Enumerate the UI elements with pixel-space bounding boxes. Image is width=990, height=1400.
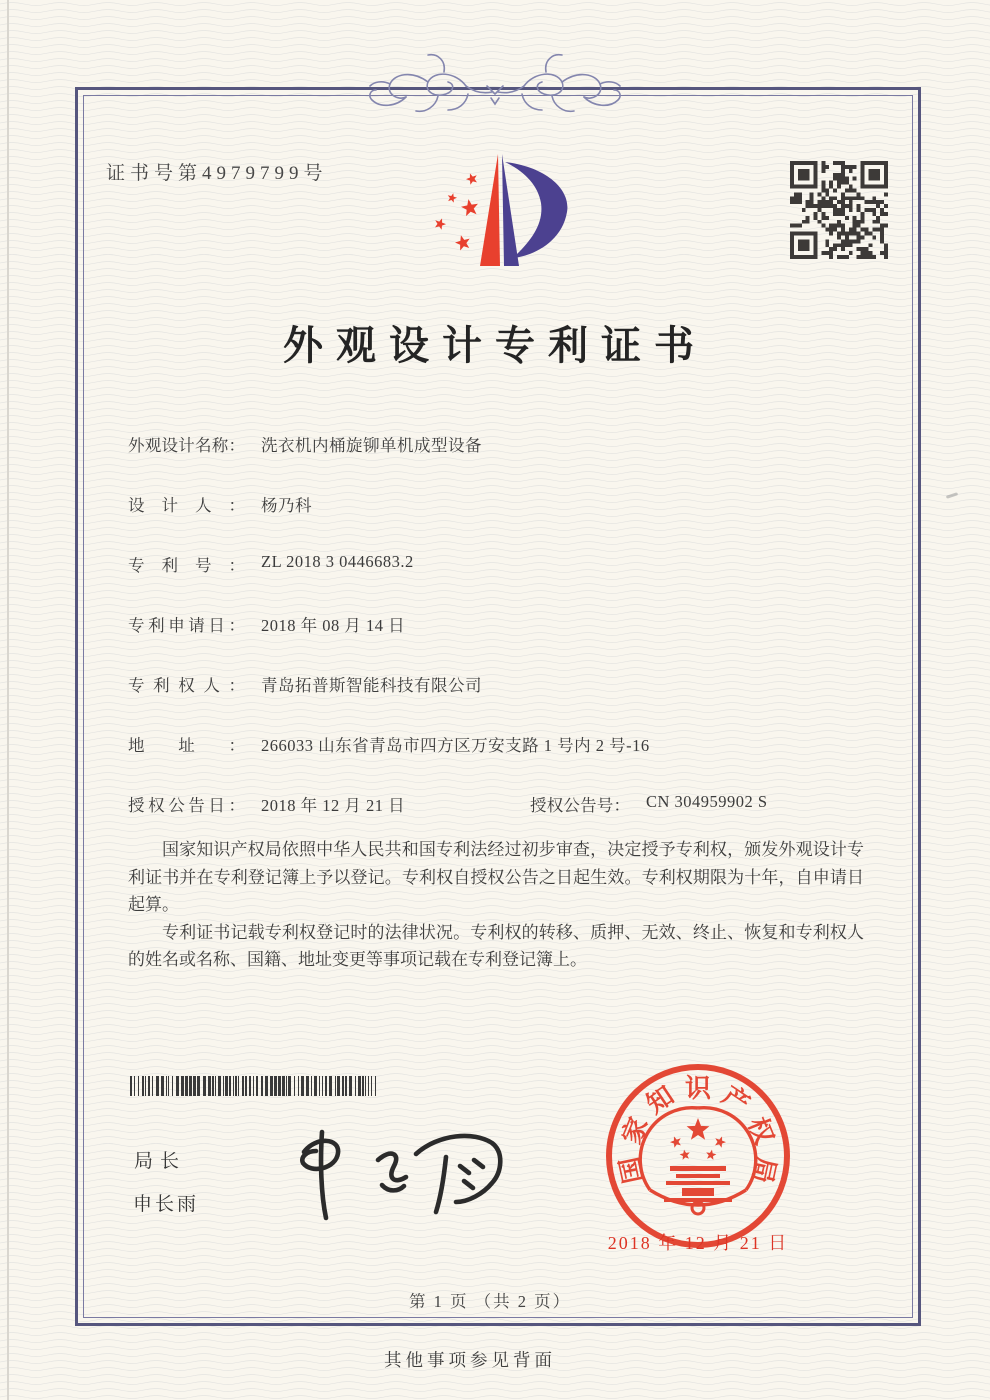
dragon-flourish-ornament (298, 40, 692, 124)
field-label: 外观设计名称： (128, 436, 245, 455)
svg-text:识: 识 (684, 1074, 712, 1103)
field-label: 专利申请日： (128, 616, 245, 635)
scanned-paper-edge (7, 0, 9, 1400)
field-value: CN 304959902 S (646, 792, 768, 811)
cnipa-logo-icon (423, 146, 575, 276)
legal-paragraph-1: 国家知识产权局依照中华人民共和国专利法经过初步审查，决定授予专利权，颁发外观设计专利证书并在专利登记簿上予以登记。专利权自授权公告之日起生效。专利权期限为十年，自申请日起算。 (128, 840, 864, 915)
seal-date: 2018 年 12 月 21 日 (607, 1233, 789, 1253)
certificate-title: 外观设计专利证书 (283, 323, 707, 368)
field-value: ZL 2018 3 0446683.2 (261, 552, 414, 571)
field-value: 266033 山东省青岛市四方区万安支路 1 号内 2 号-16 (261, 736, 650, 755)
back-side-note: 其他事项参见背面 (384, 1350, 556, 1370)
svg-text:局: 局 (747, 1154, 781, 1186)
svg-text:家: 家 (617, 1113, 654, 1149)
field-label: 地址： (128, 736, 245, 755)
field-label: 设计人： (128, 496, 245, 515)
page-number: 第 1 页 （共 2 页） (408, 1292, 572, 1311)
svg-text:权: 权 (742, 1113, 779, 1149)
field-label: 专利号： (128, 556, 245, 575)
field-value: 2018 年 08 月 14 日 (261, 616, 406, 635)
svg-text:知: 知 (641, 1080, 680, 1120)
barcode (130, 1076, 382, 1096)
field-label: 授权公告日： (128, 796, 245, 815)
commissioner-signature (276, 1122, 520, 1234)
commissioner-role-label: 局长 (134, 1151, 187, 1172)
legal-text-block (128, 836, 864, 974)
field-value: 2018 年 12 月 21 日 (261, 796, 406, 815)
field-value: 洗衣机内桶旋铆单机成型设备 (261, 436, 482, 455)
qr-code (790, 161, 888, 259)
certificate-number: 证书号第4979799号 (106, 163, 328, 184)
field-value: 青岛拓普斯智能科技有限公司 (261, 676, 482, 695)
legal-paragraph-2: 专利证书记载专利权登记时的法律状况。专利权的转移、质押、无效、终止、恢复和专利权人的姓名或名称、国籍、地址变更等事项记载在专利登记簿上。 (128, 922, 864, 970)
field-value: 杨乃科 (261, 496, 312, 515)
field-label: 专利权人： (128, 676, 245, 695)
cnipa-official-seal (598, 1056, 798, 1256)
field-label: 授权公告号： (530, 796, 630, 815)
svg-text:国: 国 (615, 1154, 649, 1186)
commissioner-name: 申长雨 (133, 1194, 200, 1215)
svg-text:产: 产 (716, 1080, 755, 1120)
